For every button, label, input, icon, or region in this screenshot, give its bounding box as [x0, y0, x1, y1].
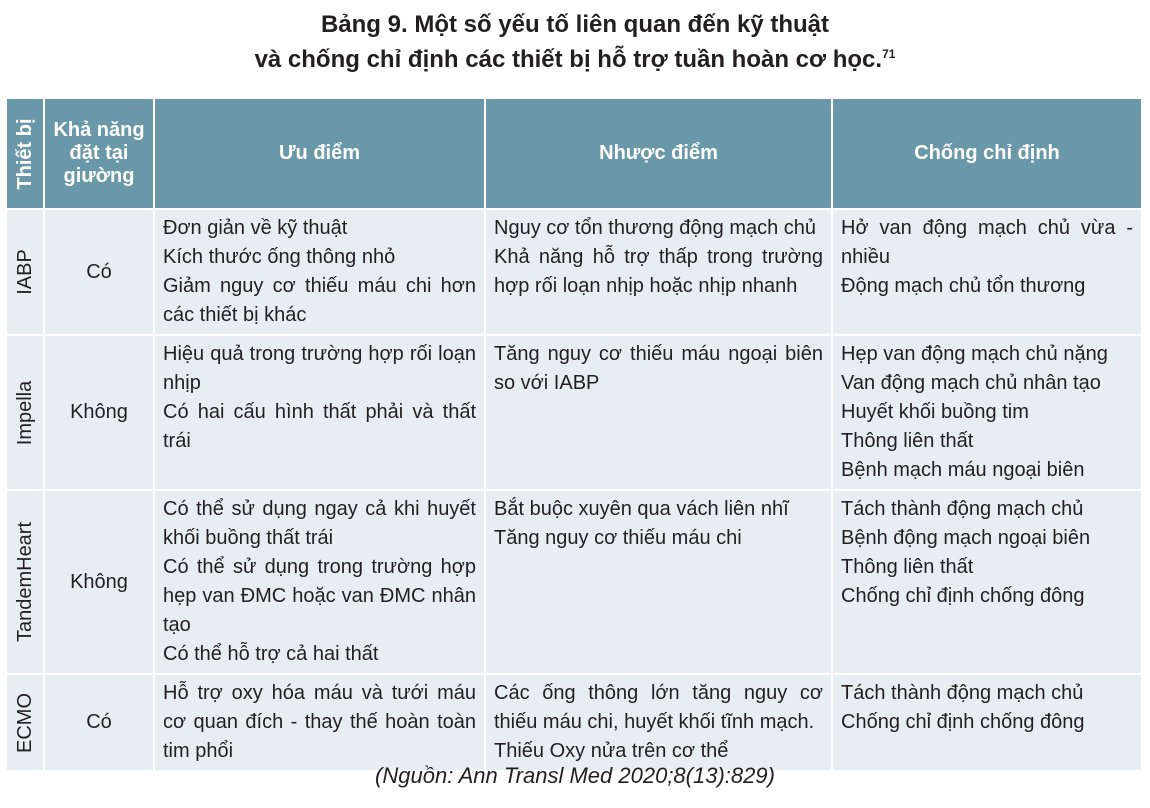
- contraindications-item: Tách thành động mạch chủ: [841, 682, 1084, 704]
- device-name: [6, 674, 44, 771]
- table-row: [6, 209, 1142, 335]
- bedside-value: Có: [44, 674, 154, 771]
- advantages-item: Giảm nguy cơ thiếu máu chi hơn các thiết bị khác: [163, 275, 476, 326]
- device-name: [6, 490, 44, 674]
- device-name-text: ECMO: [14, 692, 36, 753]
- contraindications-item: Chống chỉ định chống đông: [841, 711, 1085, 733]
- contraindications-item: Chống chỉ định chống đông: [841, 585, 1085, 607]
- advantages-cell: [154, 335, 485, 490]
- advantages-item: Có thể sử dụng trong trường hợp hẹp van ĐMC hoặc van ĐMC nhân tạo: [163, 556, 476, 636]
- table-row: [6, 335, 1142, 490]
- disadvantages-cell: [485, 335, 832, 490]
- disadvantages-item: Khả năng hỗ trợ thấp trong trường hợp rối loạn nhịp hoặc nhịp nhanh: [494, 246, 823, 297]
- disadvantages-item: Các ống thông lớn tăng nguy cơ thiếu máu chi, huyết khối tĩnh mạch.: [494, 682, 823, 733]
- table-title: [0, 7, 1150, 81]
- contraindications-item: Hẹp van động mạch chủ nặng: [841, 343, 1108, 365]
- contraindications-item: Động mạch chủ tổn thương: [841, 275, 1086, 297]
- title-reference: 71: [882, 47, 896, 61]
- header-disadvantages: Nhược điểm: [485, 98, 832, 209]
- table-row: [6, 674, 1142, 771]
- contraindications-item: Thông liên thất: [841, 430, 974, 452]
- advantages-item: Có thể sử dụng ngay cả khi huyết khối buồng thất trái: [163, 498, 476, 549]
- header-row: [6, 98, 1142, 209]
- contraindications-item: Thông liên thất: [841, 556, 974, 578]
- bedside-value: Có: [44, 209, 154, 335]
- disadvantages-cell: [485, 209, 832, 335]
- contraindications-item: Tách thành động mạch chủ: [841, 498, 1084, 520]
- bedside-value: Không: [44, 490, 154, 674]
- devices-table: [5, 97, 1143, 772]
- disadvantages-cell: [485, 674, 832, 771]
- disadvantages-cell: [485, 490, 832, 674]
- source-citation: (Nguồn: Ann Transl Med 2020;8(13):829): [375, 763, 775, 788]
- header-contraindications: Chống chỉ định: [832, 98, 1142, 209]
- advantages-item: Có hai cấu hình thất phải và thất trái: [163, 401, 476, 452]
- title-line-1: Bảng 9. Một số yếu tố liên quan đến kỹ thuật: [320, 11, 830, 38]
- disadvantages-item: Thiếu Oxy nửa trên cơ thể: [494, 740, 729, 762]
- header-device: Thiết bị: [6, 98, 44, 209]
- contraindications-item: Huyết khối buồng tim: [841, 401, 1029, 423]
- disadvantages-item: Tăng nguy cơ thiếu máu ngoại biên so với IABP: [494, 343, 823, 394]
- table-row: [6, 490, 1142, 674]
- advantages-item: Đơn giản về kỹ thuật: [163, 217, 348, 239]
- contraindications-cell: [832, 674, 1142, 771]
- contraindications-item: Hở van động mạch chủ vừa - nhiều: [841, 217, 1133, 268]
- device-name-text: IABP: [14, 249, 36, 295]
- contraindications-item: Bệnh mạch máu ngoại biên: [841, 459, 1085, 481]
- contraindications-item: Bệnh động mạch ngoại biên: [841, 527, 1091, 549]
- advantages-item: Hiệu quả trong trường hợp rối loạn nhịp: [163, 343, 476, 394]
- advantages-item: Kích thước ống thông nhỏ: [163, 246, 396, 268]
- device-name-text: TandemHeart: [14, 521, 36, 643]
- contraindications-cell: [832, 335, 1142, 490]
- device-name-text: Impella: [14, 380, 36, 445]
- contraindications-cell: [832, 490, 1142, 674]
- header-advantages: Ưu điểm: [154, 98, 485, 209]
- device-name: [6, 335, 44, 490]
- advantages-item: Có thể hỗ trợ cả hai thất: [163, 643, 379, 665]
- disadvantages-item: Bắt buộc xuyên qua vách liên nhĩ: [494, 498, 789, 520]
- title-line-2: [0, 42, 1150, 77]
- contraindications-cell: [832, 209, 1142, 335]
- disadvantages-item: Tăng nguy cơ thiếu máu chi: [494, 527, 742, 549]
- title-line-2-text: và chống chỉ định các thiết bị hỗ trợ tuần hoàn cơ học.: [254, 46, 883, 73]
- device-name: [6, 209, 44, 335]
- advantages-cell: [154, 209, 485, 335]
- bedside-value: Không: [44, 335, 154, 490]
- header-bedside: Khả năng đặt tại giường: [44, 98, 154, 209]
- advantages-cell: [154, 674, 485, 771]
- contraindications-item: Van động mạch chủ nhân tạo: [841, 372, 1101, 394]
- disadvantages-item: Nguy cơ tổn thương động mạch chủ: [494, 217, 817, 239]
- advantages-cell: [154, 490, 485, 674]
- advantages-item: Hỗ trợ oxy hóa máu và tưới máu cơ quan đích - thay thế hoàn toàn tim phổi: [163, 682, 476, 762]
